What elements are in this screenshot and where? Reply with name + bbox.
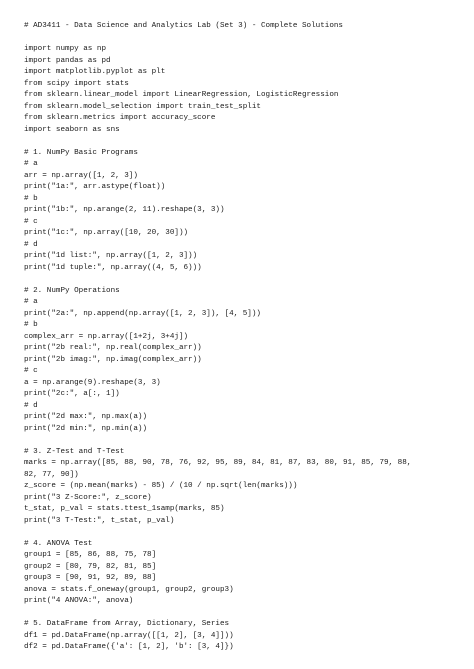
code-line: # c: [24, 217, 38, 226]
code-line: from scipy import stats: [24, 79, 129, 88]
code-line: t_stat, p_val = stats.ttest_1samp(marks, 85): [24, 505, 225, 513]
code-line: 82, 77, 90]): [24, 470, 79, 479]
code-line: group1 = [85, 86, 88, 75, 78]: [24, 551, 157, 559]
code-line: print("1d tuple:", np.array((4, 5, 6))): [24, 263, 202, 272]
blank-line: [24, 274, 464, 286]
code-line: # 3. Z-Test and T-Test: [24, 447, 125, 456]
code-line: marks = np.array([85, 88, 90, 78, 76, 92, 95, 89, 84, 81, 87, 83, 80, 91, 85, 79, 88,: [24, 459, 412, 467]
code-line: from sklearn.metrics import accuracy_score: [24, 114, 216, 122]
code-line: # a: [24, 298, 38, 306]
code-line: # c: [24, 367, 38, 375]
blank-line: [24, 136, 464, 148]
code-line: # 5. DataFrame from Array, Dictionary, Series: [24, 620, 230, 628]
code-line: anova = stats.f_oneway(group1, group2, group3): [24, 585, 234, 594]
code-line: import pandas as pd: [24, 56, 111, 65]
code-line: print("1b:", np.arange(2, 11).reshape(3, 3)): [24, 206, 225, 214]
code-line: print("1d list:", np.array([1, 2, 3])): [24, 252, 198, 260]
blank-line: [24, 435, 464, 447]
code-listing: [24, 21, 464, 654]
code-line: from sklearn.model_selection import train_test_split: [24, 102, 261, 111]
code-line: # b: [24, 194, 38, 203]
code-line: print("2d min:", np.min(a)): [24, 424, 148, 433]
code-line: # d: [24, 240, 38, 249]
blank-line: [24, 33, 464, 45]
code-line: # d: [24, 401, 38, 410]
code-line: print("2a:", np.append(np.array([1, 2, 3]), [4, 5])): [24, 309, 261, 318]
code-line: import numpy as np: [24, 45, 107, 53]
code-line: print("1c:", np.array([10, 20, 30])): [24, 229, 189, 237]
code-line: df2 = pd.DataFrame({'a': [1, 2], 'b': [3, 4]}): [24, 643, 234, 651]
code-line: # b: [24, 321, 38, 329]
code-line: group2 = [80, 79, 82, 81, 85]: [24, 562, 157, 571]
code-line: print("4 ANOVA:", anova): [24, 597, 134, 605]
code-line: import matplotlib.pyplot as plt: [24, 68, 166, 76]
code-line: import seaborn as sns: [24, 125, 120, 134]
code-line: print("2b real:", np.real(complex_arr)): [24, 344, 202, 352]
code-line: # AD3411 - Data Science and Analytics Lab (Set 3) - Complete Solutions: [24, 22, 343, 30]
code-line: from sklearn.linear_model import LinearRegression, LogisticRegression: [24, 91, 339, 99]
code-line: # 1. NumPy Basic Programs: [24, 148, 138, 157]
code-line: # 4. ANOVA Test: [24, 539, 93, 548]
code-line: # 2. NumPy Operations: [24, 286, 120, 295]
code-line: print("3 T-Test:", t_stat, p_val): [24, 516, 175, 525]
code-line: print("1a:", arr.astype(float)): [24, 183, 166, 191]
code-line: complex_arr = np.array([1+2j, 3+4j]): [24, 332, 189, 341]
code-line: arr = np.array([1, 2, 3]): [24, 171, 138, 180]
code-line: z_score = (np.mean(marks) - 85) / (10 / np.sqrt(len(marks))): [24, 482, 298, 490]
blank-line: [24, 527, 464, 539]
code-line: print("3 Z-Score:", z_score): [24, 493, 152, 502]
code-line: print("2b imag:", np.imag(complex_arr)): [24, 355, 202, 364]
code-line: group3 = [90, 91, 92, 89, 88]: [24, 574, 157, 582]
blank-line: [24, 608, 464, 620]
code-line: print("2c:", a[:, 1]): [24, 390, 120, 398]
code-line: print("2d max:", np.max(a)): [24, 413, 148, 421]
code-line: a = np.arange(9).reshape(3, 3): [24, 378, 161, 387]
code-line: # a: [24, 160, 38, 168]
code-line: df1 = pd.DataFrame(np.array([[1, 2], [3, 4]])): [24, 631, 234, 640]
